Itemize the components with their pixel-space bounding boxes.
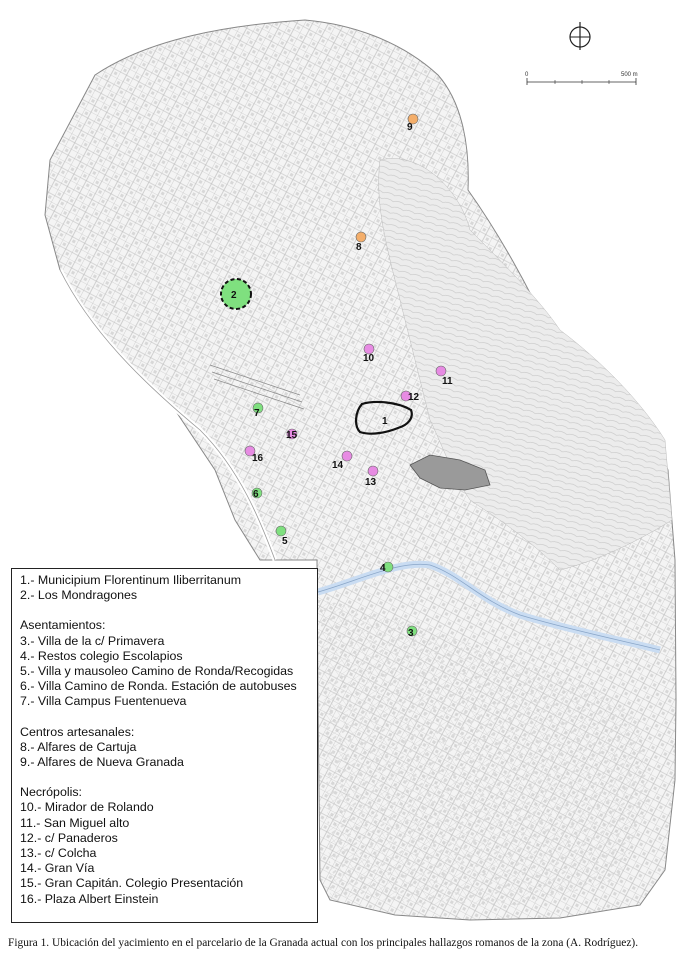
legend-item-15: 15.- Gran Capitán. Colegio Presentación (20, 876, 244, 891)
legend-heading-asentamientos: Asentamientos: (20, 618, 106, 633)
marker-2 (221, 279, 251, 309)
legend-item-6: 6.- Villa Camino de Ronda. Estación de autobuses (20, 679, 297, 694)
legend-item-4: 4.- Restos colegio Escolapios (20, 648, 183, 663)
marker-1-label: 1 (382, 416, 388, 427)
marker-3-label: 3 (408, 628, 414, 639)
marker-10-label: 10 (363, 353, 375, 364)
marker-5-label: 5 (282, 536, 288, 547)
marker-9-label: 9 (407, 122, 413, 133)
marker-2-label: 2 (231, 290, 237, 301)
marker-13-label: 13 (365, 477, 377, 488)
marker-4-label: 4 (380, 563, 386, 574)
legend-item-1: 1.- Municipium Florentinum Iliberritanum (20, 573, 242, 587)
figure-caption: Figura 1. Ubicación del yacimiento en el parcelario de la Granada actual con los principales hallazgos romanos de la zona (A. Rodríguez). (8, 937, 639, 949)
scale-start-label: 0 (525, 72, 529, 78)
marker-8-label: 8 (356, 242, 362, 253)
marker-12-label: 12 (408, 392, 420, 403)
marker-6-label: 6 (253, 489, 259, 500)
marker-11-dot (436, 366, 446, 376)
marker-8-dot (356, 232, 366, 242)
legend-item-10: 10.- Mirador de Rolando (20, 800, 154, 815)
legend-item-16: 16.- Plaza Albert Einstein (20, 891, 159, 906)
marker-10 (363, 344, 375, 364)
legend-item-12: 12.- c/ Panaderos (20, 830, 118, 845)
marker-11-label: 11 (442, 376, 453, 387)
marker-13-dot (368, 466, 378, 476)
legend-item-3: 3.- Villa de la c/ Primavera (20, 633, 165, 648)
legend-item-11: 11.- San Miguel alto (20, 815, 130, 830)
legend-item-8: 8.- Alfares de Cartuja (20, 739, 137, 754)
marker-5-dot (276, 526, 286, 536)
scale-end-label: 500 m (621, 72, 638, 78)
legend-heading-necropolis: Necrópolis: (20, 785, 82, 800)
north-arrow-icon (570, 22, 590, 50)
legend-item-5: 5.- Villa y mausoleo Camino de Ronda/Recogidas (20, 664, 294, 679)
marker-14-label: 14 (332, 460, 344, 471)
scale-bar (525, 72, 638, 85)
marker-14-dot (342, 451, 352, 461)
marker-16-label: 16 (252, 453, 264, 464)
legend-item-9: 9.- Alfares de Nueva Granada (20, 755, 184, 770)
map-legend (11, 568, 318, 923)
legend-item-14: 14.- Gran Vía (20, 861, 95, 876)
legend-heading-artesanales: Centros artesanales: (20, 724, 135, 739)
legend-item-7: 7.- Villa Campus Fuentenueva (20, 694, 187, 709)
marker-15 (286, 429, 298, 441)
marker-7-label: 7 (254, 408, 260, 419)
marker-15-label: 15 (286, 430, 298, 441)
legend-item-2: 2.- Los Mondragones (20, 588, 138, 603)
legend-item-13: 13.- c/ Colcha (20, 846, 97, 861)
